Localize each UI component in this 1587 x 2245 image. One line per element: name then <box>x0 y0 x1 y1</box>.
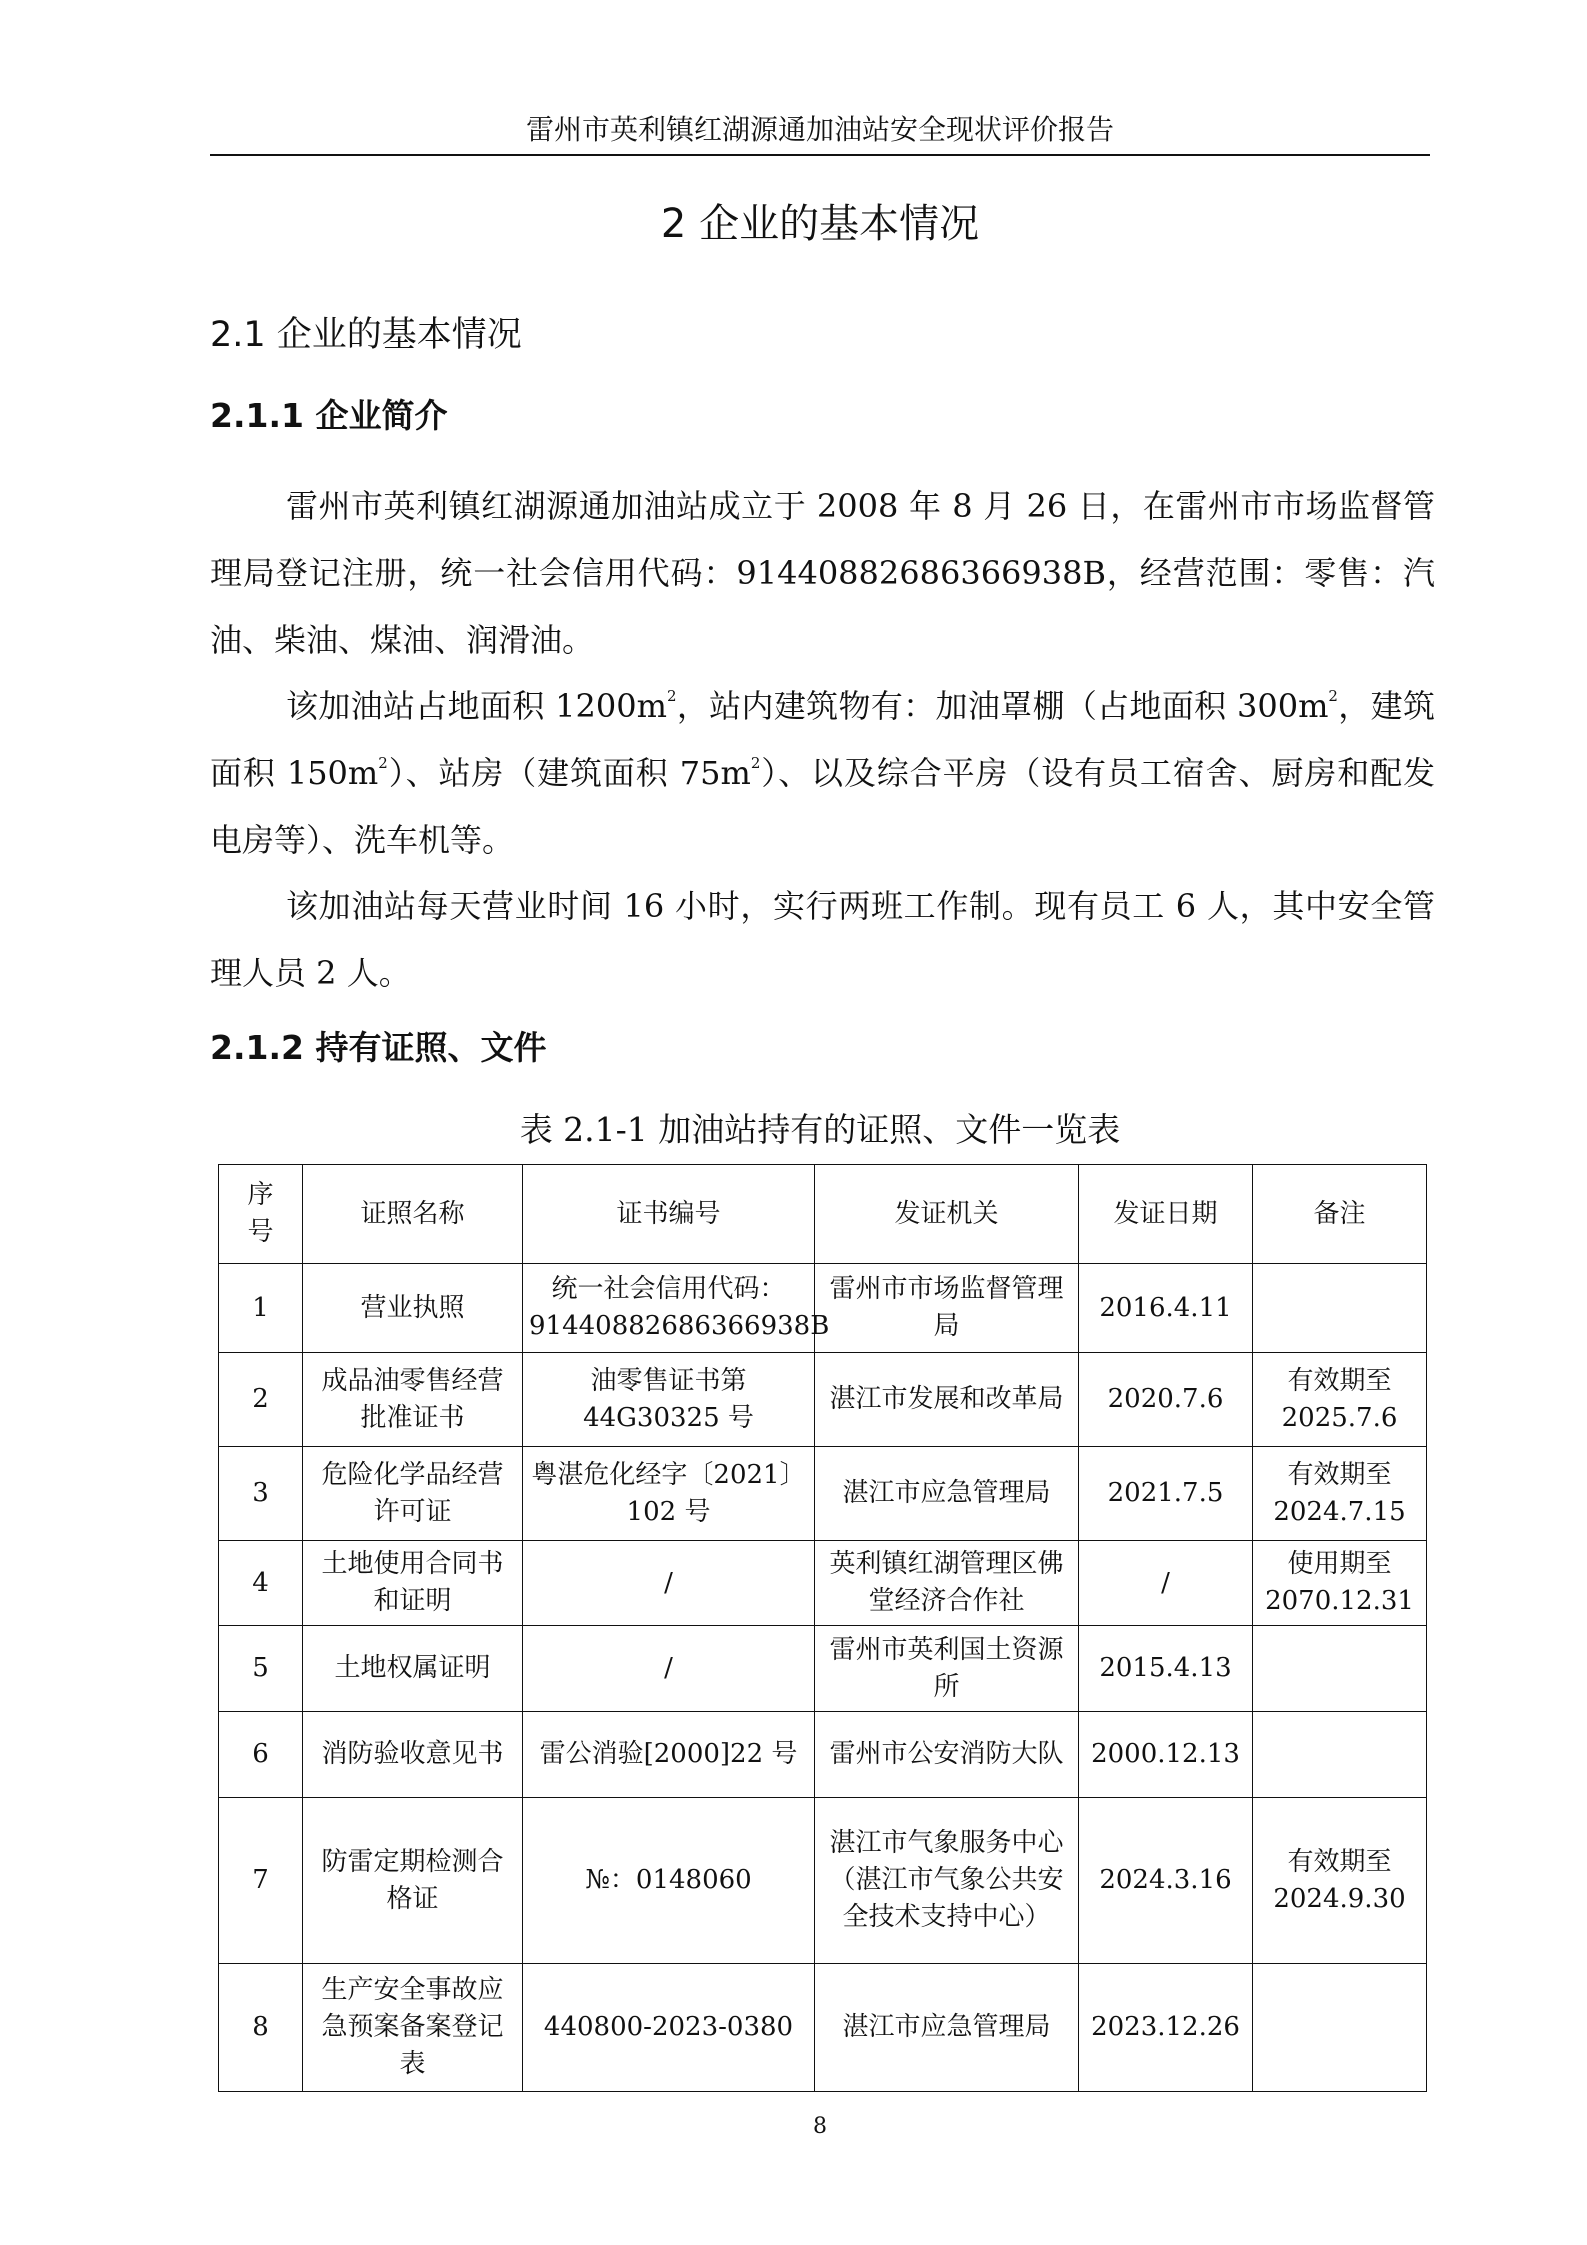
cell-date: 2015.4.13 <box>1079 1626 1253 1712</box>
subsection-title-licenses: 2.1.2 持有证照、文件 <box>210 1028 547 1067</box>
cell-no: 5 <box>219 1626 303 1712</box>
running-header: 雷州市英利镇红湖源通加油站安全现状评价报告 <box>525 113 1114 146</box>
para-text: ）、站房（建筑面积 75m <box>387 754 751 792</box>
cell-no: 1 <box>219 1264 303 1353</box>
cell-code: 440800-2023-0380 <box>523 1964 815 2092</box>
cell-name: 土地使用合同书和证明 <box>303 1541 523 1626</box>
cell-name: 消防验收意见书 <box>303 1712 523 1798</box>
table-header-row <box>219 1165 1427 1264</box>
cell-code: 统一社会信用代码：91440882686366938B <box>523 1264 815 1353</box>
cell-issuer: 雷州市市场监督管理局 <box>815 1264 1079 1353</box>
paragraph-company-registration: 雷州市英利镇红湖源通加油站成立于 2008 年 8 月 26 日，在雷州市市场监督管理局登记注册，统一社会信用代码：91440882686366938B，经营范围：零售：汽油、柴油、煤油、润滑油。 <box>210 487 1435 659</box>
cell-code: / <box>523 1626 815 1712</box>
cell-code: 粤湛危化经字〔2021〕102 号 <box>523 1447 815 1541</box>
superscript-2: 2 <box>666 687 677 705</box>
cell-date: 2016.4.11 <box>1079 1264 1253 1353</box>
cell-issuer: 英利镇红湖管理区佛堂经济合作社 <box>815 1541 1079 1626</box>
cell-remark <box>1253 1626 1427 1712</box>
cell-issuer: 湛江市发展和改革局 <box>815 1353 1079 1447</box>
superscript-2: 2 <box>378 754 388 772</box>
table-row <box>219 1447 1427 1541</box>
header-cell-issuer: 发证机关 <box>815 1165 1079 1264</box>
header-cell-code: 证书编号 <box>523 1165 815 1264</box>
cell-remark: 有效期至2024.7.15 <box>1253 1447 1427 1541</box>
cell-name: 营业执照 <box>303 1264 523 1353</box>
cell-code: / <box>523 1541 815 1626</box>
header-cell-remark: 备注 <box>1253 1165 1427 1264</box>
superscript-2: 2 <box>1328 687 1338 705</box>
page-number: 8 <box>813 2114 827 2139</box>
table-row <box>219 1626 1427 1712</box>
cell-date: / <box>1079 1541 1253 1626</box>
cell-code: 油零售证书第44G30325 号 <box>523 1353 815 1447</box>
cell-remark: 有效期至2025.7.6 <box>1253 1353 1427 1447</box>
cell-issuer: 雷州市公安消防大队 <box>815 1712 1079 1798</box>
cell-issuer: 湛江市应急管理局 <box>815 1964 1079 2092</box>
cell-date: 2021.7.5 <box>1079 1447 1253 1541</box>
cell-issuer: 雷州市英利国土资源所 <box>815 1626 1079 1712</box>
cell-no: 4 <box>219 1541 303 1626</box>
cell-remark <box>1253 1264 1427 1353</box>
cell-no: 7 <box>219 1798 303 1964</box>
cell-date: 2024.3.16 <box>1079 1798 1253 1964</box>
paragraph-site-area <box>210 673 1435 874</box>
para-text: ，站内建筑物有：加油罩棚（占地面积 300m <box>676 687 1329 725</box>
subsection-title-company-profile: 2.1.1 企业简介 <box>210 396 448 435</box>
paragraph-staffing: 该加油站每天营业时间 16 小时，实行两班工作制。现有员工 6 人，其中安全管理人员 2 人。 <box>210 887 1435 992</box>
table-row <box>219 1964 1427 2092</box>
cell-no: 6 <box>219 1712 303 1798</box>
header-rule <box>210 154 1430 156</box>
cell-date: 2020.7.6 <box>1079 1353 1253 1447</box>
license-table <box>218 1164 1427 2092</box>
header-cell-date: 发证日期 <box>1079 1165 1253 1264</box>
cell-remark: 使用期至2070.12.31 <box>1253 1541 1427 1626</box>
table-caption: 表 2.1-1 加油站持有的证照、文件一览表 <box>519 1110 1121 1149</box>
para-text: ，建筑面积 150m <box>210 687 1435 792</box>
table-row <box>219 1712 1427 1798</box>
cell-code: 雷公消验[2000]22 号 <box>523 1712 815 1798</box>
para-text: ）、以及综合平房（设有员工宿舍、厨房和配发电房等）、洗车机等。 <box>210 754 1435 859</box>
cell-code: №：0148060 <box>523 1798 815 1964</box>
cell-name: 防雷定期检测合格证 <box>303 1798 523 1964</box>
section-title: 2.1 企业的基本情况 <box>210 315 522 355</box>
cell-name: 土地权属证明 <box>303 1626 523 1712</box>
cell-no: 2 <box>219 1353 303 1447</box>
cell-date: 2023.12.26 <box>1079 1964 1253 2092</box>
table-row <box>219 1353 1427 1447</box>
cell-issuer: 湛江市应急管理局 <box>815 1447 1079 1541</box>
table-row <box>219 1264 1427 1353</box>
cell-name: 危险化学品经营许可证 <box>303 1447 523 1541</box>
cell-date: 2000.12.13 <box>1079 1712 1253 1798</box>
header-cell-no: 序号 <box>219 1165 303 1264</box>
superscript-2: 2 <box>750 754 761 772</box>
cell-remark <box>1253 1964 1427 2092</box>
chapter-title: 2 企业的基本情况 <box>660 201 980 247</box>
cell-remark <box>1253 1712 1427 1798</box>
cell-no: 8 <box>219 1964 303 2092</box>
cell-no: 3 <box>219 1447 303 1541</box>
cell-name: 成品油零售经营批准证书 <box>303 1353 523 1447</box>
cell-issuer: 湛江市气象服务中心（湛江市气象公共安全技术支持中心） <box>815 1798 1079 1964</box>
table-row <box>219 1798 1427 1964</box>
cell-name: 生产安全事故应急预案备案登记表 <box>303 1964 523 2092</box>
table-row <box>219 1541 1427 1626</box>
header-cell-name: 证照名称 <box>303 1165 523 1264</box>
cell-remark: 有效期至2024.9.30 <box>1253 1798 1427 1964</box>
para-text: 该加油站占地面积 1200m <box>286 687 667 725</box>
